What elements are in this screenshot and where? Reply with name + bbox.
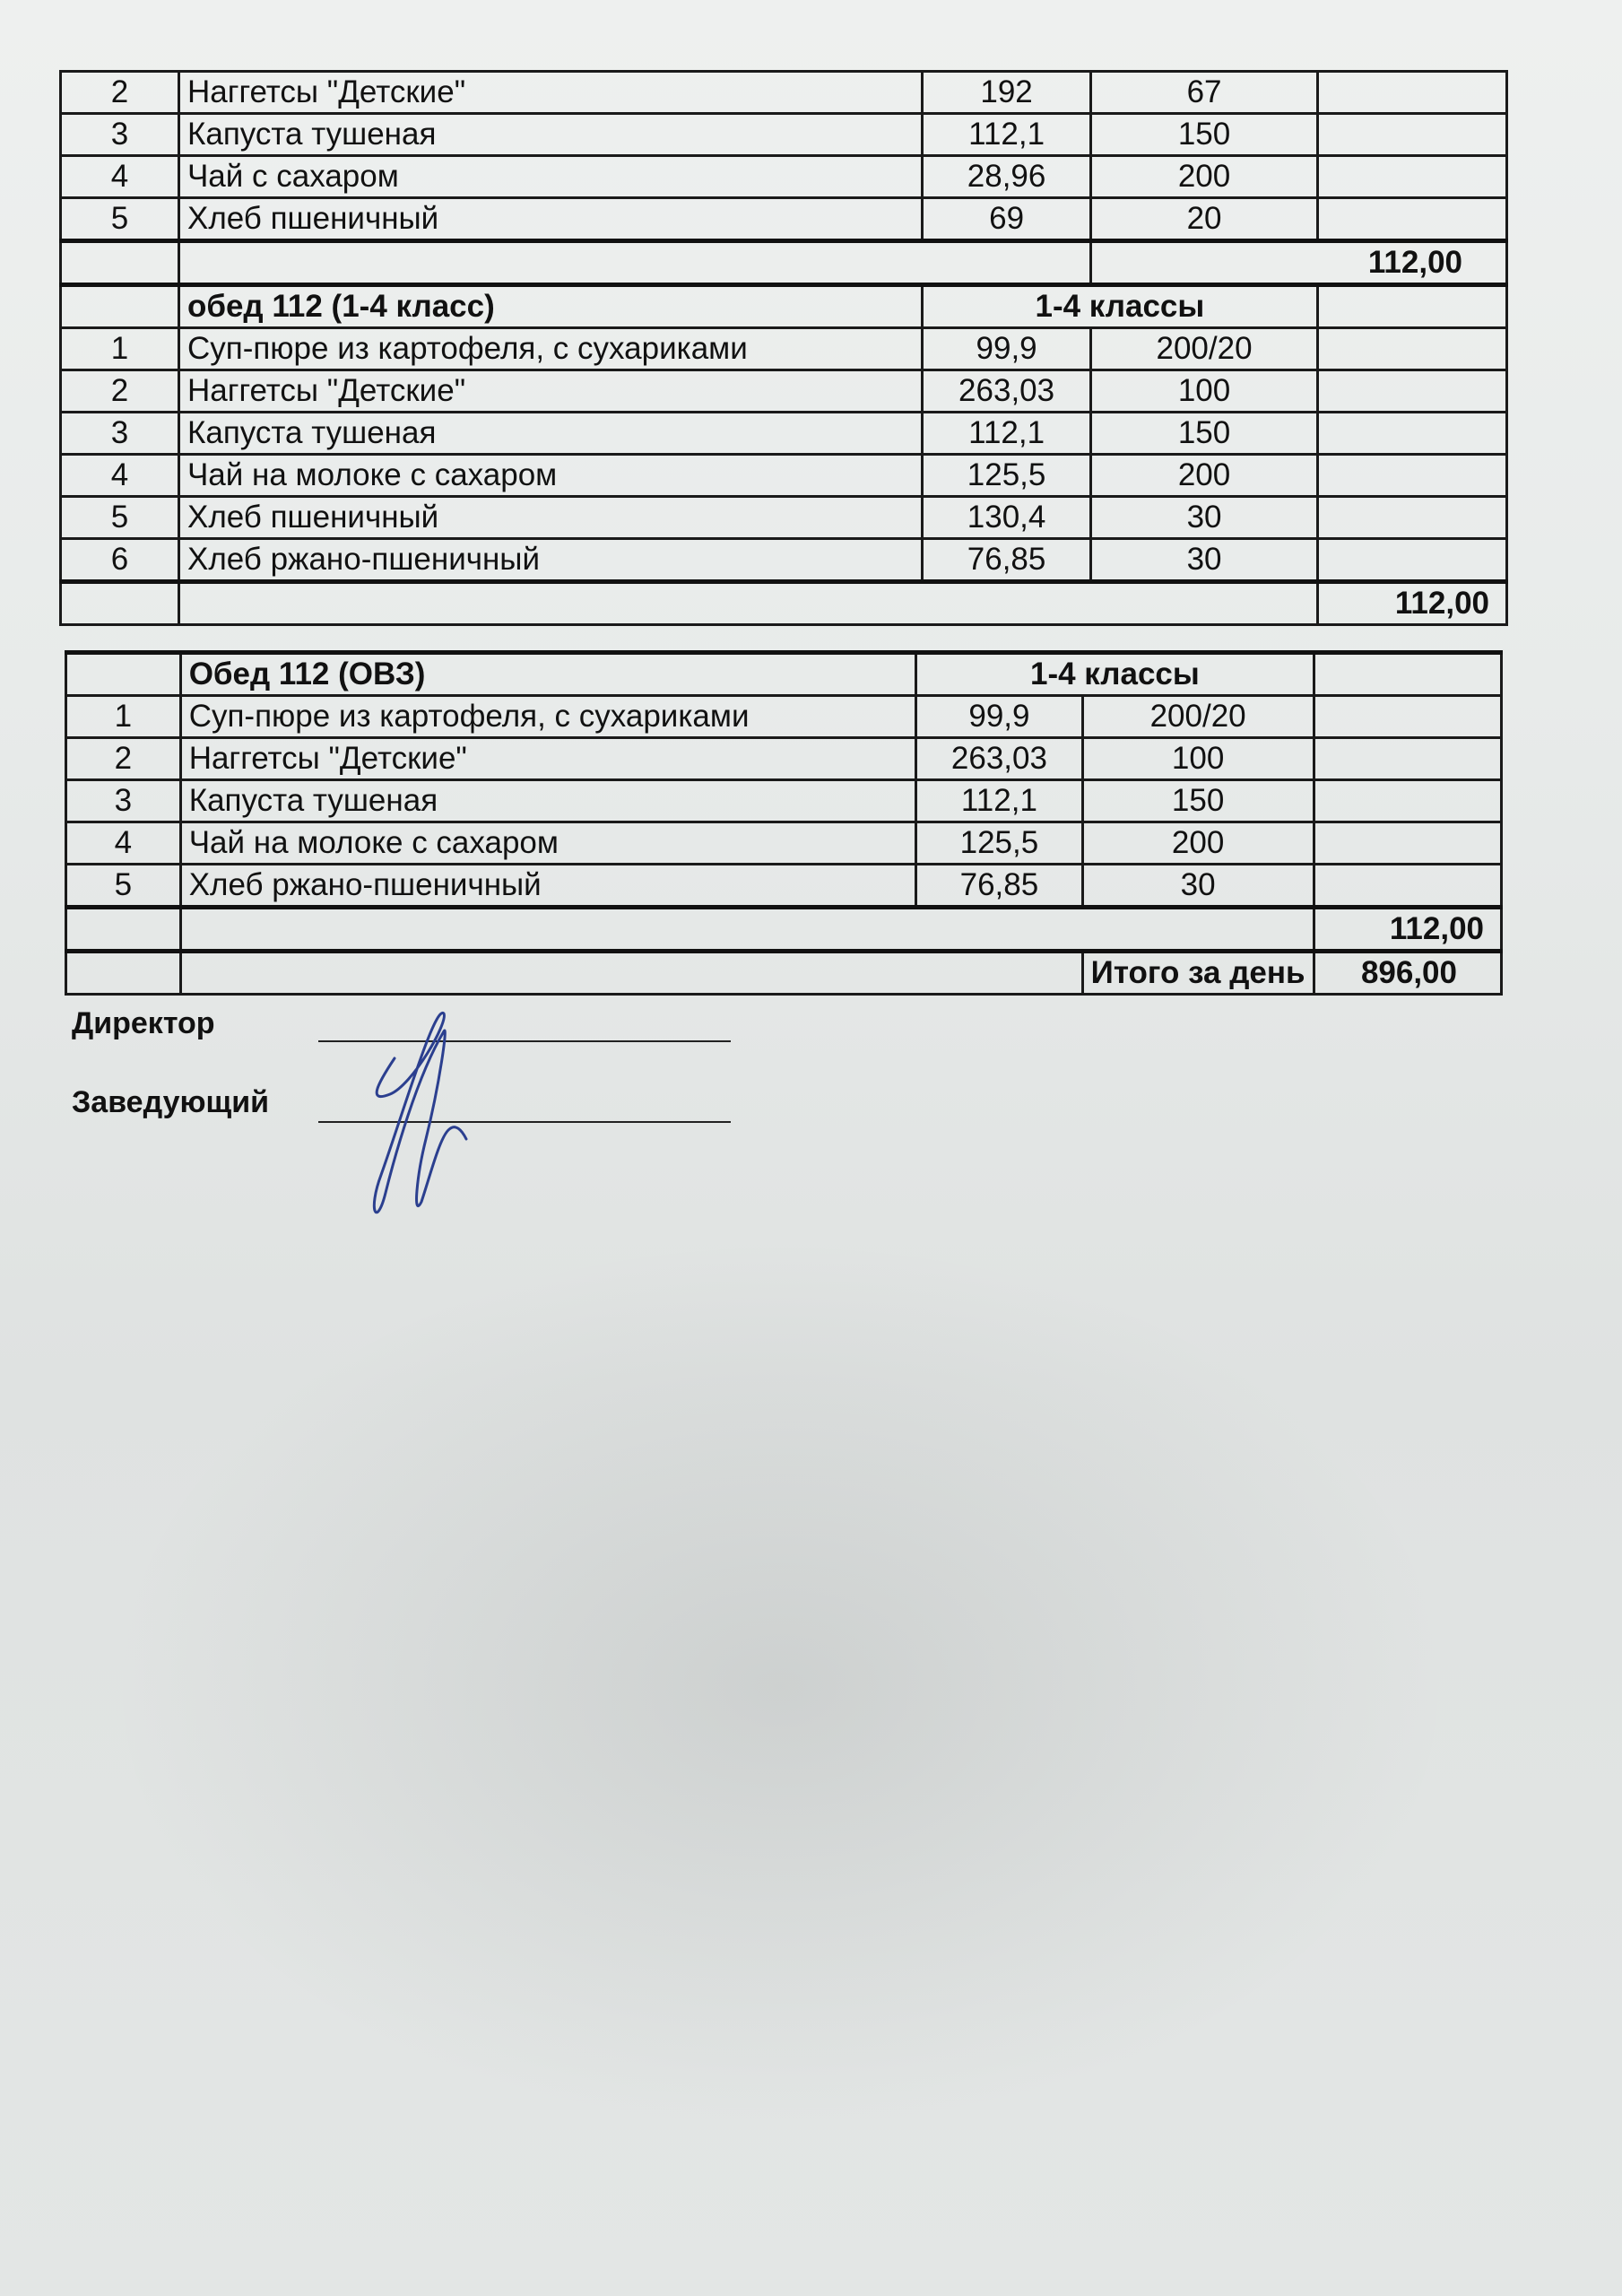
- dish-yield: 67: [1091, 72, 1318, 114]
- dish-price: 112,1: [916, 780, 1082, 822]
- dish-price: 76,85: [922, 539, 1090, 582]
- row-number: 4: [61, 156, 179, 198]
- empty-cell: [1317, 539, 1506, 582]
- dish-price: 99,9: [916, 696, 1082, 738]
- table-row: [61, 539, 1507, 582]
- dish-price: 112,1: [922, 114, 1090, 156]
- dish-name: Чай с сахаром: [178, 156, 922, 198]
- empty-cell: [1317, 72, 1506, 114]
- table-row: [61, 413, 1507, 455]
- section-header-row: [61, 285, 1507, 328]
- table-row: [66, 738, 1502, 780]
- dish-name: Наггетсы "Детские": [178, 370, 922, 413]
- empty-cell: [180, 952, 1082, 995]
- dish-yield: 200/20: [1082, 696, 1314, 738]
- dish-price: 263,03: [916, 738, 1082, 780]
- table-row: [66, 822, 1502, 865]
- row-number: 1: [66, 696, 181, 738]
- dish-name: Капуста тушеная: [178, 114, 922, 156]
- dish-yield: 200: [1082, 822, 1314, 865]
- row-number: 3: [61, 114, 179, 156]
- dish-price: 125,5: [916, 822, 1082, 865]
- table-row: [61, 114, 1507, 156]
- total-row: [61, 241, 1507, 285]
- dish-yield: 150: [1082, 780, 1314, 822]
- dish-yield: 150: [1091, 114, 1318, 156]
- manager-label: Заведующий: [72, 1085, 270, 1119]
- dish-yield: 30: [1091, 497, 1318, 539]
- menu-table-block-3: [65, 650, 1503, 996]
- dish-price: 125,5: [922, 455, 1090, 497]
- empty-cell: [1317, 198, 1506, 241]
- row-number: 6: [61, 539, 179, 582]
- empty-cell: [1314, 822, 1501, 865]
- dish-price: 76,85: [916, 865, 1082, 908]
- total-row: [61, 582, 1507, 625]
- empty-cell: [1317, 156, 1506, 198]
- handwritten-signature: [341, 1004, 484, 1256]
- dish-yield: 200: [1091, 156, 1318, 198]
- day-total-value: 896,00: [1314, 952, 1501, 995]
- empty-cell: [1314, 865, 1501, 908]
- section-header-row: [66, 653, 1502, 696]
- dish-name: Хлеб ржано-пшеничный: [178, 539, 922, 582]
- table-row: [61, 455, 1507, 497]
- row-number: 2: [61, 370, 179, 413]
- empty-cell: [66, 908, 181, 952]
- dish-yield: 20: [1091, 198, 1318, 241]
- block-total: 112,00: [1314, 908, 1501, 952]
- dish-price: 192: [922, 72, 1090, 114]
- dish-name: Хлеб ржано-пшеничный: [180, 865, 916, 908]
- dish-name: Хлеб пшеничный: [178, 198, 922, 241]
- row-number: 3: [61, 413, 179, 455]
- empty-cell: [1317, 285, 1506, 328]
- dish-name: Наггетсы "Детские": [178, 72, 922, 114]
- empty-cell: [61, 582, 179, 625]
- dish-name: Наггетсы "Детские": [180, 738, 916, 780]
- empty-cell: [66, 653, 181, 696]
- dish-yield: 100: [1082, 738, 1314, 780]
- dish-price: 263,03: [922, 370, 1090, 413]
- dish-yield: 30: [1082, 865, 1314, 908]
- empty-cell: [1314, 780, 1501, 822]
- empty-cell: [1317, 413, 1506, 455]
- section-classes: 1-4 классы: [922, 285, 1317, 328]
- section-title: обед 112 (1-4 класс): [178, 285, 922, 328]
- table-row: [66, 696, 1502, 738]
- dish-yield: 30: [1091, 539, 1318, 582]
- empty-cell: [1314, 653, 1501, 696]
- dish-name: Чай на молоке с сахаром: [178, 455, 922, 497]
- shadow-area: [108, 1238, 1453, 2135]
- menu-table-block-1: [59, 70, 1508, 626]
- dish-price: 130,4: [922, 497, 1090, 539]
- empty-cell: [1317, 370, 1506, 413]
- row-number: 5: [66, 865, 181, 908]
- total-row: [66, 908, 1502, 952]
- empty-cell: [61, 241, 179, 285]
- table-row: [61, 370, 1507, 413]
- row-number: 1: [61, 328, 179, 370]
- block-total: 112,00: [1317, 582, 1506, 625]
- day-total-row: [66, 952, 1502, 995]
- dish-price: 69: [922, 198, 1090, 241]
- dish-price: 28,96: [922, 156, 1090, 198]
- dish-yield: 200: [1091, 455, 1318, 497]
- table-row: [61, 497, 1507, 539]
- dish-name: Капуста тушеная: [180, 780, 916, 822]
- dish-yield: 200/20: [1091, 328, 1318, 370]
- empty-cell: [180, 908, 1314, 952]
- row-number: 2: [66, 738, 181, 780]
- empty-cell: [1317, 497, 1506, 539]
- table-row: [61, 328, 1507, 370]
- day-total-label: Итого за день: [1082, 952, 1314, 995]
- dish-name: Хлеб пшеничный: [178, 497, 922, 539]
- dish-price: 99,9: [922, 328, 1090, 370]
- table-row: [61, 72, 1507, 114]
- row-number: 5: [61, 497, 179, 539]
- empty-cell: [1317, 455, 1506, 497]
- table-row: [61, 198, 1507, 241]
- row-number: 4: [61, 455, 179, 497]
- row-number: 2: [61, 72, 179, 114]
- block-total: 112,00: [1091, 241, 1507, 285]
- dish-name: Суп-пюре из картофеля, с сухариками: [180, 696, 916, 738]
- empty-cell: [1314, 696, 1501, 738]
- section-title: Обед 112 (ОВЗ): [180, 653, 916, 696]
- row-number: 3: [66, 780, 181, 822]
- table-row: [66, 780, 1502, 822]
- dish-name: Капуста тушеная: [178, 413, 922, 455]
- director-label: Директор: [72, 1006, 215, 1040]
- section-classes: 1-4 классы: [916, 653, 1314, 696]
- empty-cell: [178, 241, 1090, 285]
- empty-cell: [61, 285, 179, 328]
- empty-cell: [1317, 328, 1506, 370]
- dish-yield: 150: [1091, 413, 1318, 455]
- dish-yield: 100: [1091, 370, 1318, 413]
- row-number: 4: [66, 822, 181, 865]
- table-row: [61, 156, 1507, 198]
- row-number: 5: [61, 198, 179, 241]
- empty-cell: [1317, 114, 1506, 156]
- empty-cell: [1314, 738, 1501, 780]
- empty-cell: [178, 582, 1317, 625]
- dish-name: Суп-пюре из картофеля, с сухариками: [178, 328, 922, 370]
- dish-price: 112,1: [922, 413, 1090, 455]
- dish-name: Чай на молоке с сахаром: [180, 822, 916, 865]
- empty-cell: [66, 952, 181, 995]
- table-row: [66, 865, 1502, 908]
